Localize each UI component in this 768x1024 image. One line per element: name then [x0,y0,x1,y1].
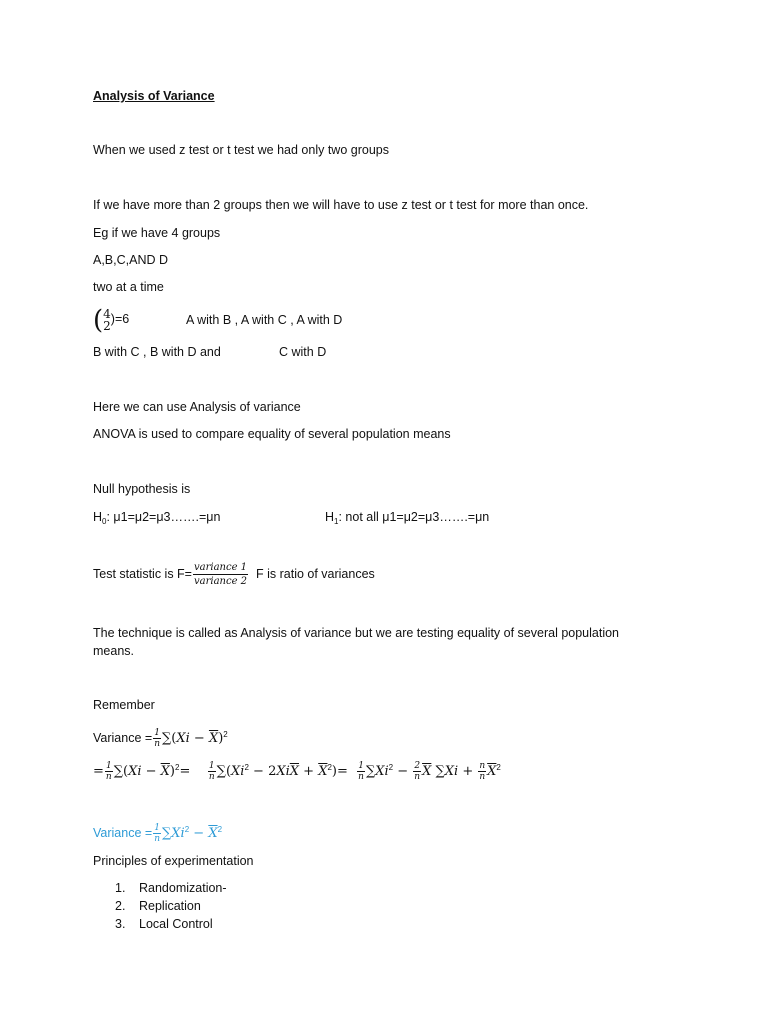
text-line: means. [93,644,134,658]
null-hypothesis: $H_0$: μ1=μ2=μ3…….=μn [93,510,221,526]
page-title: Analysis of Variance [93,89,215,103]
alternative-hypothesis: $H_1$: not all μ1=μ2=μ3…….=μn [325,510,490,526]
list-item: 1. Randomization- [115,881,227,895]
variance-expansion: = $\frac{1}{n}$ $\sum(Xi - \overline{X})^2=$ $\frac{1}{n}$ $\sum(Xi^2 - 2Xi\overline{X} + \overline{X}^2)=$ $\frac{1}{n}$ $\sum Xi^2$ − $\frac{2}{n}$ $\overline{X}$ ∑Xi + $\frac{n}{n}$ $\overline{X}^2$ [93,761,501,783]
text-line: two at a time [93,280,164,294]
text-line: The technique is called as Analysis of variance but we are testing equality of several population [93,626,620,640]
text-line: Principles of experimentation [93,854,254,868]
f-ratio-fraction: $\frac{\text{variance 1}}{\text{variance 2}}$ [193,562,248,588]
binomial-result: )=6 [110,312,130,326]
text-line: Here we can use Analysis of variance [93,400,301,414]
text-line: Eg if we have 4 groups [93,226,221,240]
combination-line [93,305,129,334]
pairs-line-2b: C with D [279,345,327,359]
variance-formula: Variance = $\frac{1}{n}$ $\sum(Xi - \overline{X})^2$ [93,728,228,750]
text-line: Remember [93,698,155,712]
test-statistic-line: Test statistic is F= $\frac{\text{variance 1}}{\text{variance 2}}$ F is ratio of variances [93,562,375,588]
pairs-line-2a: B with C , B with D and [93,345,221,359]
text-line: ANOVA is used to compare equality of several population means [93,427,451,441]
text-line: If we have more than 2 groups then we will have to use z test or t test for more than once. [93,198,589,212]
variance-shortcut-formula: Variance = $\frac{1}{n}$ $\sum Xi^2 - \overline{X}^2$ [93,823,223,845]
text-line: Null hypothesis is [93,482,191,496]
text-line: When we used z test or t test we had only two groups [93,143,389,157]
list-item: 2. Replication [115,899,201,913]
text-line: A,B,C,AND D [93,253,169,267]
binomial-coefficient: ( 4 2 [93,305,111,336]
pairs-line-1: A with B , A with C , A with D [186,313,343,327]
list-item: 3. Local Control [115,917,213,931]
